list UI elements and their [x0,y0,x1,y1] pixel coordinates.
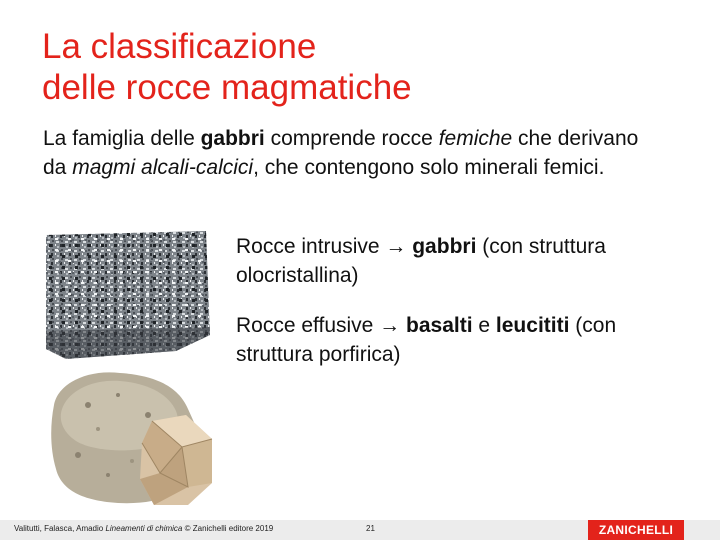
intro-text: che derivano da [43,127,639,179]
credit-publisher: © Zanichelli editore 2019 [182,524,274,533]
intro-text: comprende rocce [264,127,439,150]
bullet-text: (con struttura porfirica) [236,314,617,366]
intro-paragraph [43,124,663,182]
title-line-1: La classificazione [42,27,317,66]
intro-italic-magmi: magmi alcali-calcici [72,156,254,179]
slide-title [42,26,682,108]
bullet-bold-basalti: basalti [406,314,473,337]
bullet-text: e [472,314,496,337]
zanichelli-logo: ZANICHELLI [588,520,684,540]
intro-italic-femiche: femiche [438,127,513,150]
bullet-text: Rocce effusive → [236,314,407,337]
bullet-effusive [236,311,696,369]
intro-bold-gabbri: gabbri [200,127,265,150]
page-number: 21 [366,524,375,533]
bullet-bold-leucititi: leucititi [495,314,570,337]
footer-credit [14,524,273,533]
gabbro-rock-image [46,231,210,359]
bullet-bold-gabbri: gabbri [412,235,477,258]
leucite-rock-image [48,365,216,513]
credit-authors: Valitutti, Falasca, Amadio [14,524,106,533]
credit-book-title: Lineamenti di chimica [105,524,183,533]
bullet-intrusive [236,232,696,290]
bullet-text: (con struttura olocristallina) [236,235,606,287]
bullet-text: Rocce intrusive → [236,235,413,258]
intro-text: , che contengono solo minerali femici. [253,156,605,179]
title-line-2: delle rocce magmatiche [42,68,412,107]
intro-text: La famiglia delle [43,127,201,150]
